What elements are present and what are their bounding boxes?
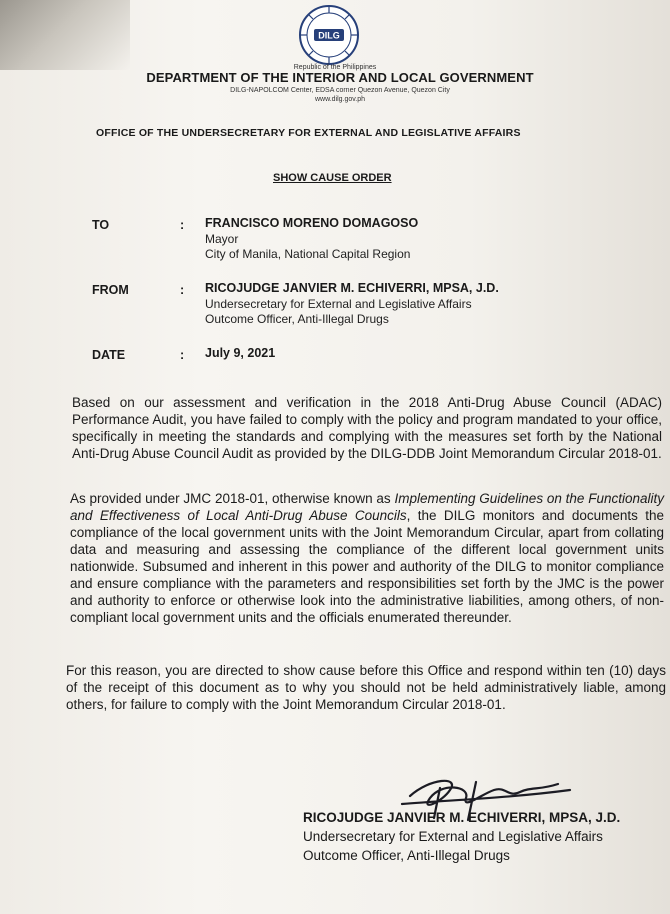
signatory-title: Undersecretary for External and Legislative Affairs xyxy=(303,829,603,844)
signatory-name: RICOJUDGE JANVIER M. ECHIVERRI, MPSA, J.D. xyxy=(303,810,621,825)
paragraph-2 xyxy=(70,490,664,626)
document-title: SHOW CAUSE ORDER xyxy=(273,172,392,184)
to-label: TO xyxy=(92,218,110,232)
dilg-seal-logo xyxy=(298,4,360,66)
to-colon: : xyxy=(180,218,185,232)
from-title: Undersecretary for External and Legislative Affairs xyxy=(205,297,472,311)
paragraph-2-start: As provided under JMC 2018-01, otherwise known as xyxy=(70,491,395,506)
date-colon: : xyxy=(180,348,185,362)
department-name: DEPARTMENT OF THE INTERIOR AND LOCAL GOVERNMENT xyxy=(146,70,534,85)
from-label: FROM xyxy=(92,283,129,297)
department-address xyxy=(0,86,670,104)
office-name: OFFICE OF THE UNDERSECRETARY FOR EXTERNAL AND LEGISLATIVE AFFAIRS xyxy=(96,127,521,139)
paragraph-3: For this reason, you are directed to show cause before this Office and respond within ten (10) days of the receipt of this document as to why you should not be held administratively liable, among others, for failure to comply with the Joint Memorandum Circular 2018-01. xyxy=(66,663,666,712)
to-details xyxy=(205,232,410,262)
website-line: www.dilg.gov.ph xyxy=(314,96,366,103)
seal-text: DILG xyxy=(318,30,340,41)
page-shadow xyxy=(0,0,130,70)
from-colon: : xyxy=(180,283,185,297)
signatory-role: Outcome Officer, Anti-Illegal Drugs xyxy=(303,848,510,863)
date-value: July 9, 2021 xyxy=(205,346,276,360)
date-label: DATE xyxy=(92,348,126,362)
guidelines-title: Implementing Guidelines on the Functionality and Effectiveness of Local Anti-Drug Abuse Councils xyxy=(70,491,664,523)
to-location: City of Manila, National Capital Region xyxy=(205,247,411,261)
paragraph-2-end: , the DILG monitors and documents the compliance of the local government units with the Joint Memorandum Circular, apart from collating data and measuring and assessing the compliance of the different local government units nationwide. Subsumed and inherent in this power and authority of the DILG to monitor compliance and ensure compliance with the parameters and responsibilities set forth by the JMC is the power and authority to enforce or otherwise look into the administrative liabilities, among others, of non-compliant local government units and the officials enumerated thereunder. xyxy=(70,508,665,625)
from-name: RICOJUDGE JANVIER M. ECHIVERRI, MPSA, J.D. xyxy=(205,281,499,295)
republic-line: Republic of the Philippines xyxy=(293,64,377,71)
from-details xyxy=(205,297,472,327)
address-line: DILG-NAPOLCOM Center, EDSA corner Quezon Avenue, Quezon City xyxy=(230,87,450,94)
paragraph-1: Based on our assessment and verification in the 2018 Anti-Drug Abuse Council (ADAC) Performance Audit, you have failed to comply with the policy and program mandated to your office, specifically in meeting the standards and complying with the measures set forth by the National Anti-Drug Abuse Council Audit as provided by the DILG-DDB Joint Memorandum Circular 2018-01. xyxy=(72,395,662,461)
from-role: Outcome Officer, Anti-Illegal Drugs xyxy=(205,312,389,326)
to-title: Mayor xyxy=(205,232,239,246)
to-name: FRANCISCO MORENO DOMAGOSO xyxy=(205,216,419,230)
